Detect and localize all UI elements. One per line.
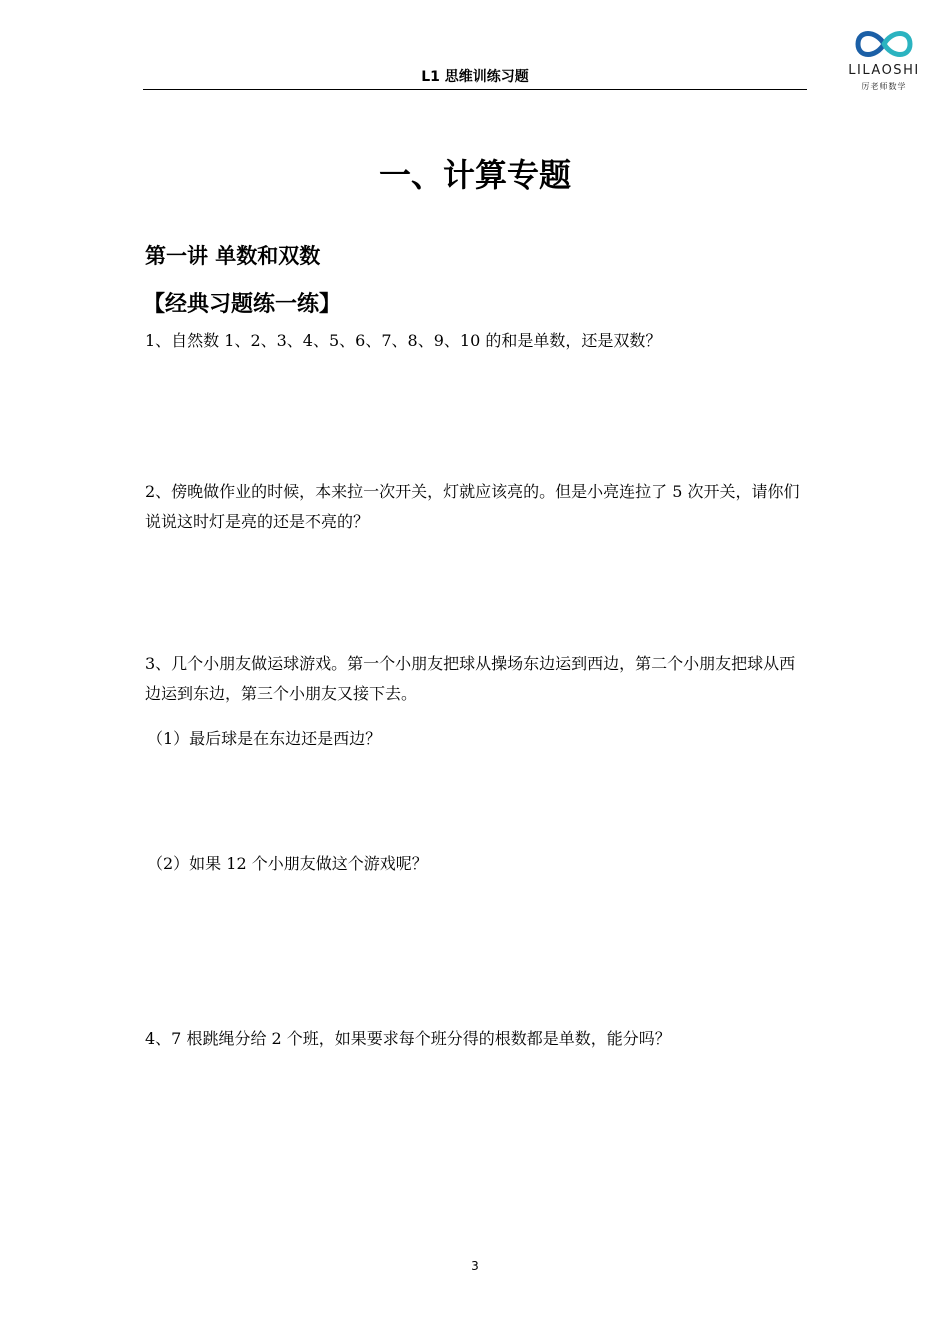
section-title: 【经典习题练一练】	[143, 292, 342, 317]
infinity-icon	[852, 26, 916, 62]
question-3: 3、几个小朋友做运球游戏。第一个小朋友把球从操场东边运到西边，第二个小朋友把球从西边运到东边，第三个小朋友又接下去。	[145, 654, 796, 703]
question-2: 2、傍晚做作业的时候，本来拉一次开关，灯就应该亮的。但是小亮连拉了 5 次开关，请你们说说这时灯是亮的还是不亮的？	[145, 482, 800, 531]
brand-logo	[832, 26, 936, 94]
header-title: L1 思维训练习题	[421, 69, 529, 85]
logo-subtext: 厉老师数学	[861, 82, 907, 91]
lecture-title: 第一讲 单数和双数	[145, 244, 321, 268]
question-3-part-2: （2）如果 12 个小朋友做这个游戏呢？	[147, 854, 428, 873]
header-divider	[143, 89, 807, 90]
question-4: 4、7 根跳绳分给 2 个班，如果要求每个班分得的根数都是单数，能分吗？	[145, 1029, 671, 1048]
question-1: 1、自然数 1、2、3、4、5、6、7、8、9、10 的和是单数，还是双数？	[145, 331, 662, 350]
chapter-title: 一、计算专题	[378, 156, 571, 194]
logo-wordmark: LILAOSHI	[848, 63, 920, 78]
page-number: 3	[471, 1259, 479, 1273]
question-3-part-1: （1）最后球是在东边还是西边？	[147, 729, 382, 748]
